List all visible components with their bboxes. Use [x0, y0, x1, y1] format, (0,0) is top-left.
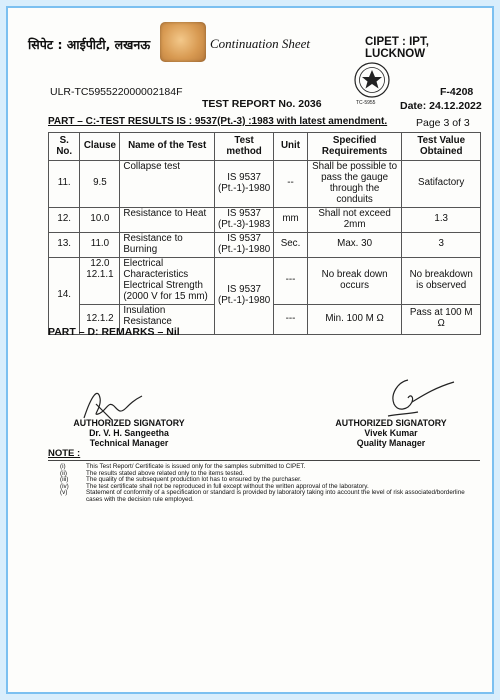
cell-requirement: Shall not exceed 2mm: [307, 207, 402, 232]
test-results-table: [48, 132, 481, 335]
right-signatory-name: Vivek Kumar: [364, 428, 418, 438]
cell-requirement: Max. 30: [307, 232, 402, 257]
cell-clause: 11.0: [80, 232, 120, 257]
part-d-remarks: PART – D: REMARKS – Nil: [48, 326, 180, 338]
note-item: (iii) The quality of the subsequent production lot has to ensured by the purchaser.: [60, 476, 302, 484]
note-title: NOTE :: [48, 448, 81, 459]
col-header-name: Name of the Test: [120, 133, 215, 161]
cell-clause: 12.0 12.1.1: [80, 257, 120, 304]
cell-unit: Sec.: [274, 232, 308, 257]
cell-requirement: Shall be possible to pass the gauge through the conduits: [307, 161, 402, 208]
right-signatory-title: AUTHORIZED SIGNATORY: [335, 418, 447, 428]
page-indicator: Page 3 of 3: [416, 117, 470, 129]
cell-sno: 13.: [49, 232, 80, 257]
cell-value: 3: [402, 232, 481, 257]
cell-sno: 12.: [49, 207, 80, 232]
cell-test-name: Electrical Characteristics Electrical Strength (2000 V for 15 mm): [120, 257, 215, 304]
table-row: [49, 257, 481, 304]
table-row: [49, 161, 481, 208]
col-header-sno: S. No.: [49, 133, 80, 161]
col-header-clause: Clause: [80, 133, 120, 161]
form-number: F-4208: [440, 86, 474, 98]
cell-clause: 9.5: [80, 161, 120, 208]
ulr-number: ULR-TC595522000002184F: [50, 86, 183, 98]
note-divider: [48, 460, 480, 461]
note-item: (ii) The results stated above related only to the items tested.: [60, 469, 245, 477]
cell-test-name: Resistance to Heat: [120, 207, 215, 232]
cell-method: IS 9537 (Pt.-1)-1980: [214, 257, 273, 334]
part-c-title: PART – C:-TEST RESULTS IS : 9537(Pt.-3) :1983 with latest amendment.: [48, 116, 388, 127]
col-header-unit: Unit: [274, 133, 308, 161]
cell-value: 1.3: [402, 207, 481, 232]
cell-clause: 10.0: [80, 207, 120, 232]
cell-unit: --: [274, 161, 308, 208]
cell-clause: 12.1.2: [80, 304, 120, 334]
note-item: (iv) The test certificate shall not be reproduced in full except without the written approval of the laboratory.: [60, 482, 369, 490]
cell-value: Satifactory: [402, 161, 481, 208]
table-row: [49, 207, 481, 232]
cell-method: IS 9537 (Pt.-3)-1983: [214, 207, 273, 232]
accreditation-mark-icon: [352, 60, 392, 100]
cell-unit: mm: [274, 207, 308, 232]
col-header-method: Test method: [214, 133, 273, 161]
report-date: Date: 24.12.2022: [400, 100, 482, 112]
cell-requirement: Min. 100 M Ω: [307, 304, 402, 334]
hindi-title: सिपेट : आईपीटी, लखनऊ: [28, 37, 151, 52]
cell-unit: ---: [274, 257, 308, 304]
cell-test-name: Resistance to Burning: [120, 232, 215, 257]
left-signatory-block: [64, 418, 194, 448]
table-header-row: [49, 133, 481, 161]
cipet-emblem-icon: [160, 22, 206, 62]
cell-test-name: Collapse test: [120, 161, 215, 208]
cell-method: IS 9537 (Pt.-1)-1980: [214, 161, 273, 208]
left-signatory-role: Technical Manager: [89, 438, 169, 448]
org-name: CIPET : IPT, LUCKNOW: [365, 36, 429, 60]
right-signatory-block: [326, 418, 456, 448]
document-page: [6, 6, 494, 694]
left-signatory-name: Dr. V. H. Sangeetha: [89, 428, 169, 438]
note-item: (v) Statement of conformity of a specification or standard is provided by laboratory taking into account the level of risk associated/borderline cases with the decision rule employed.: [60, 489, 465, 504]
col-header-value: Test Value Obtained: [402, 133, 481, 161]
report-number: TEST REPORT No. 2036: [202, 98, 322, 110]
right-signatory-role: Quality Manager: [356, 438, 426, 448]
tc-mark: TC-5955: [356, 100, 376, 106]
cell-value: No breakdown is observed: [402, 257, 481, 304]
cell-requirement: No break down occurs: [307, 257, 402, 304]
notes-list: [56, 464, 476, 504]
col-header-requirements: Specified Requirements: [307, 133, 402, 161]
cell-sno: 14.: [49, 257, 80, 334]
cell-test-name: Insulation Resistance: [120, 304, 215, 334]
cell-unit: ---: [274, 304, 308, 334]
cell-sno: 11.: [49, 161, 80, 208]
note-item: (i) This Test Report/ Certificate is issued only for the samples submitted to CIPET.: [60, 463, 306, 470]
cell-method: IS 9537 (Pt.-1)-1980: [214, 232, 273, 257]
left-signatory-title: AUTHORIZED SIGNATORY: [73, 418, 185, 428]
table-row: [49, 232, 481, 257]
cell-value: Pass at 100 M Ω: [402, 304, 481, 334]
continuation-sheet-label: Continuation Sheet: [210, 36, 311, 51]
right-signature-icon: [378, 374, 458, 422]
